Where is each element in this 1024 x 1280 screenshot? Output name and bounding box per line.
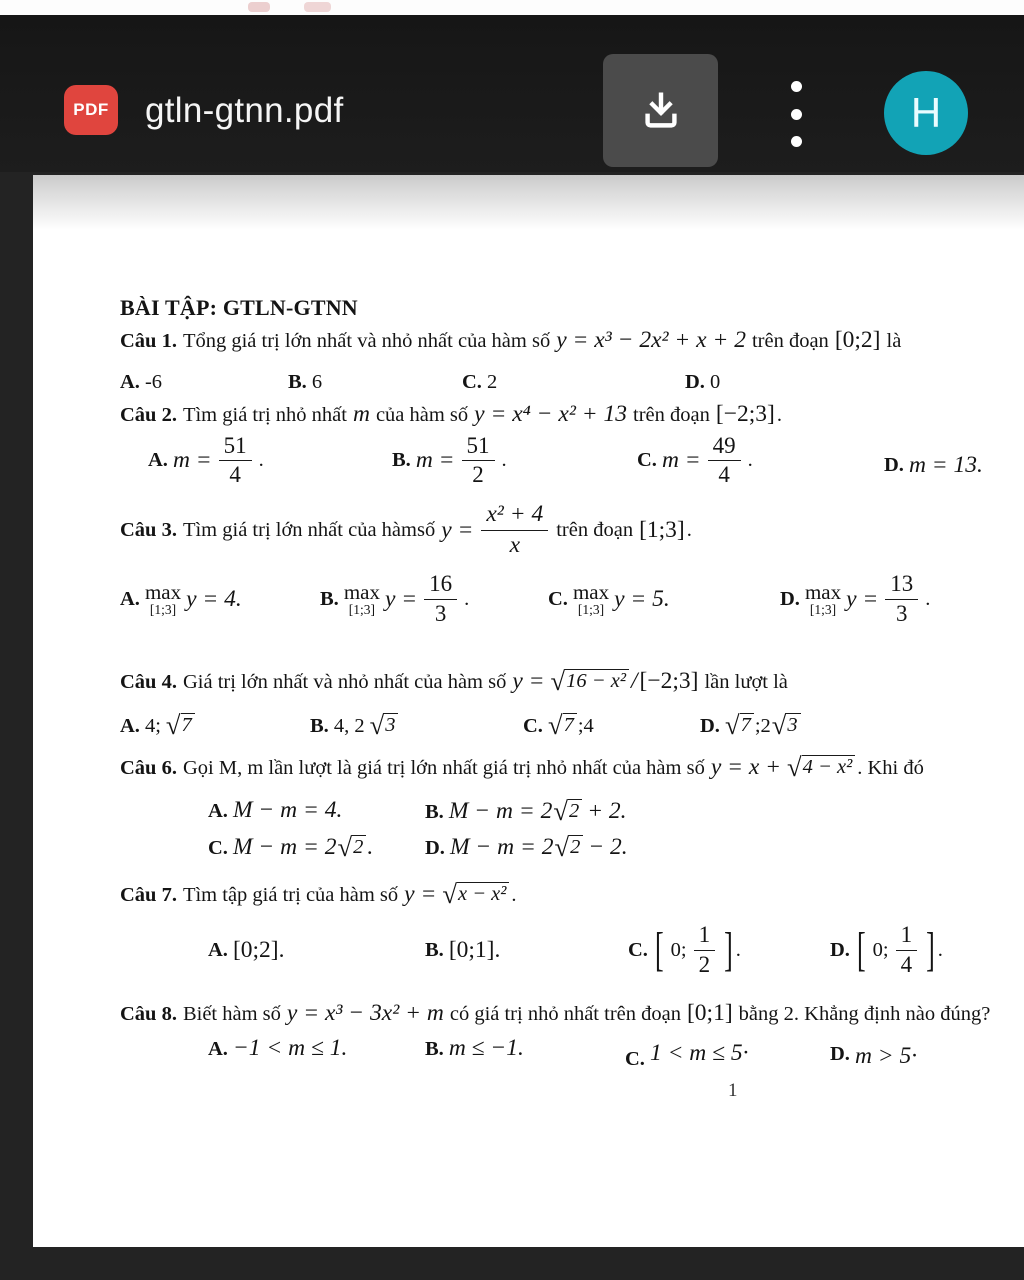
question-7-line — [120, 880, 517, 908]
answer-key: A. — [208, 1038, 228, 1060]
question-label: Câu 4. — [120, 671, 177, 693]
math-formula: y = x + — [710, 754, 782, 780]
fraction — [885, 571, 918, 627]
q2-answer-a — [148, 433, 264, 489]
answer-key: D. — [685, 371, 705, 393]
pdf-file-icon — [64, 85, 118, 135]
radicand: 4 − x² — [802, 755, 856, 779]
q8-answer-c — [625, 1040, 749, 1072]
answer-text: 4; — [144, 715, 161, 737]
square-root — [165, 710, 195, 740]
max-sub: [1;3] — [577, 601, 605, 617]
q6-answer-a — [208, 797, 342, 824]
answer-key: D. — [830, 938, 850, 961]
radicand: 16 − x² — [565, 669, 629, 693]
answer-key: C. — [625, 1048, 645, 1070]
radicand: 2 — [568, 799, 582, 823]
radical-sign: √ — [369, 710, 385, 740]
frac-num: 49 — [708, 433, 741, 461]
max-word: max — [343, 579, 380, 604]
math-var: m — [352, 401, 370, 427]
question-3-line — [120, 495, 692, 565]
fraction — [424, 571, 457, 627]
answer-math: − 2. — [588, 834, 628, 860]
fraction — [694, 922, 716, 978]
answer-key: B. — [320, 587, 339, 610]
square-root — [337, 832, 366, 862]
question-text: . — [686, 518, 692, 541]
question-text: trên đoạn — [633, 404, 710, 426]
frac-den: 3 — [896, 600, 908, 626]
q3-answer-b — [320, 567, 469, 631]
answer-key: A. — [208, 800, 228, 822]
max-sub: [1;3] — [149, 601, 177, 617]
status-strip-mark — [248, 2, 270, 12]
status-strip-mark — [304, 2, 331, 12]
question-text: Tìm tập giá trị của hàm số — [182, 884, 399, 906]
square-root — [771, 710, 801, 740]
answer-math: M − m = 2 — [449, 834, 554, 860]
question-text: Biết hàm số — [182, 1003, 281, 1025]
square-root — [787, 752, 855, 782]
square-root — [442, 879, 509, 909]
answer-text: . — [747, 449, 753, 472]
answer-text: . — [464, 587, 470, 610]
question-text: . — [511, 884, 517, 906]
q1-answer-a — [120, 371, 162, 394]
page-number: 1 — [728, 1080, 738, 1101]
open-bracket: [ — [856, 922, 866, 976]
q4-answer-b — [310, 711, 398, 738]
answer-key: C. — [628, 938, 648, 961]
question-text: trên đoạn — [751, 330, 829, 352]
radical-sign: √ — [337, 832, 353, 862]
answer-math: −1 < m ≤ 1. — [232, 1035, 348, 1061]
question-text: Tổng giá trị lớn nhất và nhỏ nhất của hàm số — [182, 330, 551, 352]
document-canvas[interactable] — [0, 172, 1024, 1280]
math-formula: y = — [404, 881, 437, 907]
question-text: Gọi M, m lần lượt là giá trị lớn nhất giá trị nhỏ nhất của hàm số — [182, 757, 705, 779]
question-label: Câu 8. — [120, 1003, 177, 1025]
pdf-page — [33, 175, 1024, 1247]
math-formula: y = — [441, 516, 474, 543]
answer-math: M − m = 4. — [232, 797, 343, 823]
answer-math: . — [367, 834, 374, 860]
question-text: . Khi đó — [857, 757, 924, 779]
answer-text: . — [258, 449, 264, 472]
answer-text: 0; — [872, 938, 889, 961]
question-text: bằng 2. Khẳng định nào đúng? — [738, 1003, 991, 1025]
question-text: của hàm số — [375, 404, 469, 426]
answer-math: m > 5· — [854, 1043, 918, 1069]
q3-answer-a — [120, 567, 242, 631]
radicand: 3 — [384, 713, 398, 737]
radicand: 2 — [352, 835, 366, 859]
frac-num: 16 — [424, 571, 457, 599]
radical-sign: √ — [554, 832, 570, 862]
math-interval: [0;1] — [686, 1000, 733, 1026]
answer-key: A. — [120, 371, 140, 393]
answer-key: B. — [392, 449, 411, 472]
answer-key: B. — [288, 371, 307, 393]
math-formula: y = x⁴ − x² + 13 — [474, 401, 628, 427]
pdf-viewer-header — [0, 15, 1024, 172]
max-operator — [145, 581, 181, 617]
radicand: 7 — [740, 713, 754, 737]
question-2-line — [120, 401, 782, 428]
answer-key: B. — [425, 801, 444, 823]
radicand: 2 — [569, 835, 583, 859]
kebab-dot — [791, 109, 802, 120]
q7-answer-c — [628, 917, 741, 983]
math-formula: y = — [512, 668, 545, 694]
answer-text: 4, 2 — [333, 715, 365, 737]
question-text: Giá trị lớn nhất và nhỏ nhất của hàm số — [182, 671, 507, 693]
max-word: max — [804, 579, 842, 604]
answer-key: D. — [830, 1043, 850, 1065]
answer-value: 0 — [709, 371, 721, 393]
radical-sign: √ — [550, 666, 566, 696]
radical-sign: √ — [771, 710, 787, 740]
answer-math: + 2. — [587, 798, 627, 824]
answer-math: m = — [415, 447, 455, 474]
frac-den: 4 — [900, 951, 913, 977]
q8-answer-b — [425, 1035, 524, 1062]
q2-answer-d — [884, 433, 983, 497]
answer-key: B. — [425, 938, 444, 961]
question-label: Câu 7. — [120, 884, 177, 906]
question-text: . — [776, 404, 782, 426]
answer-value: 6 — [311, 371, 323, 393]
q3-answer-c — [548, 567, 670, 631]
fraction — [896, 922, 918, 978]
file-title: gtln-gtnn.pdf — [145, 91, 344, 130]
close-bracket: ] — [926, 922, 935, 976]
answer-math: m = — [172, 447, 212, 474]
frac-den: 2 — [472, 462, 484, 488]
answer-value: [0;1]. — [448, 936, 501, 963]
q2-answer-b — [392, 433, 507, 489]
max-word: max — [144, 579, 182, 604]
frac-num: 1 — [896, 922, 918, 950]
math-formula: y = x³ − 3x² + m — [286, 1000, 444, 1026]
open-bracket: [ — [654, 922, 664, 976]
math-formula: y = x³ − 2x² + x + 2 — [556, 327, 746, 353]
question-8-line — [120, 1000, 990, 1027]
download-icon — [638, 88, 684, 134]
answer-key: A. — [120, 587, 140, 610]
answer-text: . — [735, 938, 741, 961]
answer-math: m = 13. — [908, 451, 983, 478]
q7-answer-a — [208, 917, 285, 983]
question-text: Tìm giá trị lớn nhất của hàmsố — [182, 518, 436, 541]
max-operator — [805, 581, 841, 617]
answer-math: y = — [384, 585, 418, 612]
frac-num: x² + 4 — [481, 501, 548, 530]
account-avatar[interactable] — [884, 71, 968, 155]
close-bracket: ] — [724, 922, 733, 976]
math-interval: [1;3] — [639, 516, 685, 543]
max-operator — [344, 581, 380, 617]
radicand: 7 — [181, 713, 195, 737]
answer-key: C. — [637, 449, 657, 472]
answer-key: A. — [148, 449, 168, 472]
square-root — [550, 666, 629, 696]
square-root — [724, 710, 754, 740]
square-root — [553, 796, 582, 826]
question-text: là — [886, 330, 902, 352]
square-root — [547, 710, 577, 740]
frac-num: 1 — [694, 922, 716, 950]
q2-answer-c — [637, 433, 753, 489]
radical-sign: √ — [165, 710, 181, 740]
fraction — [219, 433, 252, 489]
q1-answer-c — [462, 371, 497, 394]
answer-text: ;4 — [577, 715, 594, 737]
answer-text: . — [925, 587, 931, 610]
max-word: max — [572, 579, 610, 604]
radicand: 7 — [563, 713, 577, 737]
question-text: có giá trị nhỏ nhất trên đoạn — [449, 1003, 681, 1025]
answer-math: m ≤ −1. — [448, 1035, 524, 1061]
square-root — [369, 710, 399, 740]
answer-text: . — [501, 449, 507, 472]
answer-key: B. — [425, 1038, 444, 1060]
q4-answer-a — [120, 711, 195, 738]
answer-text: 0; — [670, 938, 687, 961]
question-label: Câu 2. — [120, 404, 177, 426]
answer-key: C. — [462, 371, 482, 393]
answer-key: C. — [208, 837, 228, 859]
frac-den: 3 — [434, 600, 447, 626]
download-button[interactable] — [603, 54, 718, 167]
square-root — [554, 832, 583, 862]
answer-math: M − m = 2 — [448, 798, 553, 824]
fraction — [708, 433, 741, 489]
frac-num: 51 — [462, 433, 495, 461]
answer-key: C. — [548, 587, 568, 610]
answer-key: A. — [120, 715, 140, 737]
q8-answer-a — [208, 1035, 347, 1062]
question-text: Tìm giá trị nhỏ nhất — [182, 404, 347, 426]
answer-math: y = 5. — [614, 585, 670, 612]
answer-key: C. — [523, 715, 543, 737]
answer-key: D. — [884, 453, 904, 476]
answer-value: [0;2]. — [232, 936, 285, 963]
q1-answer-b — [288, 371, 322, 394]
math-interval: [−2;3] — [715, 401, 775, 427]
math-slash: / — [631, 668, 638, 694]
max-sub: [1;3] — [809, 601, 837, 617]
q4-answer-d — [700, 711, 801, 738]
question-text: trên đoạn — [556, 518, 634, 541]
answer-key: A. — [208, 938, 228, 961]
question-label: Câu 1. — [120, 330, 177, 352]
pdf-file-icon-label: PDF — [73, 100, 109, 119]
answer-math: M − m = 2 — [232, 834, 337, 860]
radical-sign: √ — [553, 796, 568, 826]
answer-math: m = — [661, 447, 701, 474]
frac-den: 4 — [229, 462, 241, 488]
math-interval: [0;2] — [834, 327, 881, 353]
q8-answer-d — [830, 1040, 917, 1067]
answer-math: 1 < m ≤ 5· — [649, 1040, 749, 1066]
math-interval: [−2;3] — [639, 668, 699, 694]
answer-key: B. — [310, 715, 329, 737]
radicand: 3 — [786, 713, 800, 737]
fraction — [462, 433, 495, 489]
question-text: lần lượt là — [704, 671, 788, 693]
question-label: Câu 6. — [120, 757, 177, 779]
more-options-button[interactable] — [779, 75, 813, 153]
status-strip — [0, 0, 1024, 15]
q3-answer-d — [780, 567, 930, 631]
q6-answer-d — [425, 833, 628, 861]
radical-sign: √ — [547, 710, 563, 740]
question-1-line — [120, 327, 901, 354]
kebab-dot — [791, 81, 802, 92]
answer-value: -6 — [144, 371, 163, 393]
max-operator — [573, 581, 609, 617]
answer-math: y = — [846, 585, 879, 612]
answer-math: y = 4. — [186, 585, 242, 612]
frac-num: 51 — [219, 433, 252, 461]
q7-answer-d — [830, 917, 943, 983]
radicand: x − x² — [457, 882, 509, 906]
frac-den: 2 — [698, 951, 711, 977]
q1-answer-d — [685, 371, 720, 394]
answer-text: . — [937, 938, 943, 961]
question-4-line — [120, 667, 788, 695]
radical-sign: √ — [787, 752, 802, 782]
q6-answer-c — [208, 833, 373, 861]
kebab-dot — [791, 136, 802, 147]
answer-key: D. — [780, 587, 800, 610]
doc-heading: BÀI TẬP: GTLN-GTNN — [120, 295, 358, 320]
radical-sign: √ — [724, 710, 740, 740]
answer-value: 2 — [486, 371, 498, 393]
q4-answer-c — [523, 711, 594, 738]
frac-den: x — [509, 531, 521, 558]
answer-key: D. — [700, 715, 720, 737]
question-6-line — [120, 753, 924, 781]
q6-answer-b — [425, 797, 627, 825]
max-sub: [1;3] — [348, 601, 376, 617]
fraction — [481, 501, 548, 558]
q7-answer-b — [425, 917, 500, 983]
avatar-initial: H — [910, 89, 942, 136]
answer-key: D. — [425, 837, 445, 859]
answer-text: ;2 — [754, 715, 771, 737]
radical-sign: √ — [442, 879, 457, 909]
question-label: Câu 3. — [120, 518, 177, 541]
frac-den: 4 — [718, 462, 730, 488]
frac-num: 13 — [885, 571, 918, 599]
